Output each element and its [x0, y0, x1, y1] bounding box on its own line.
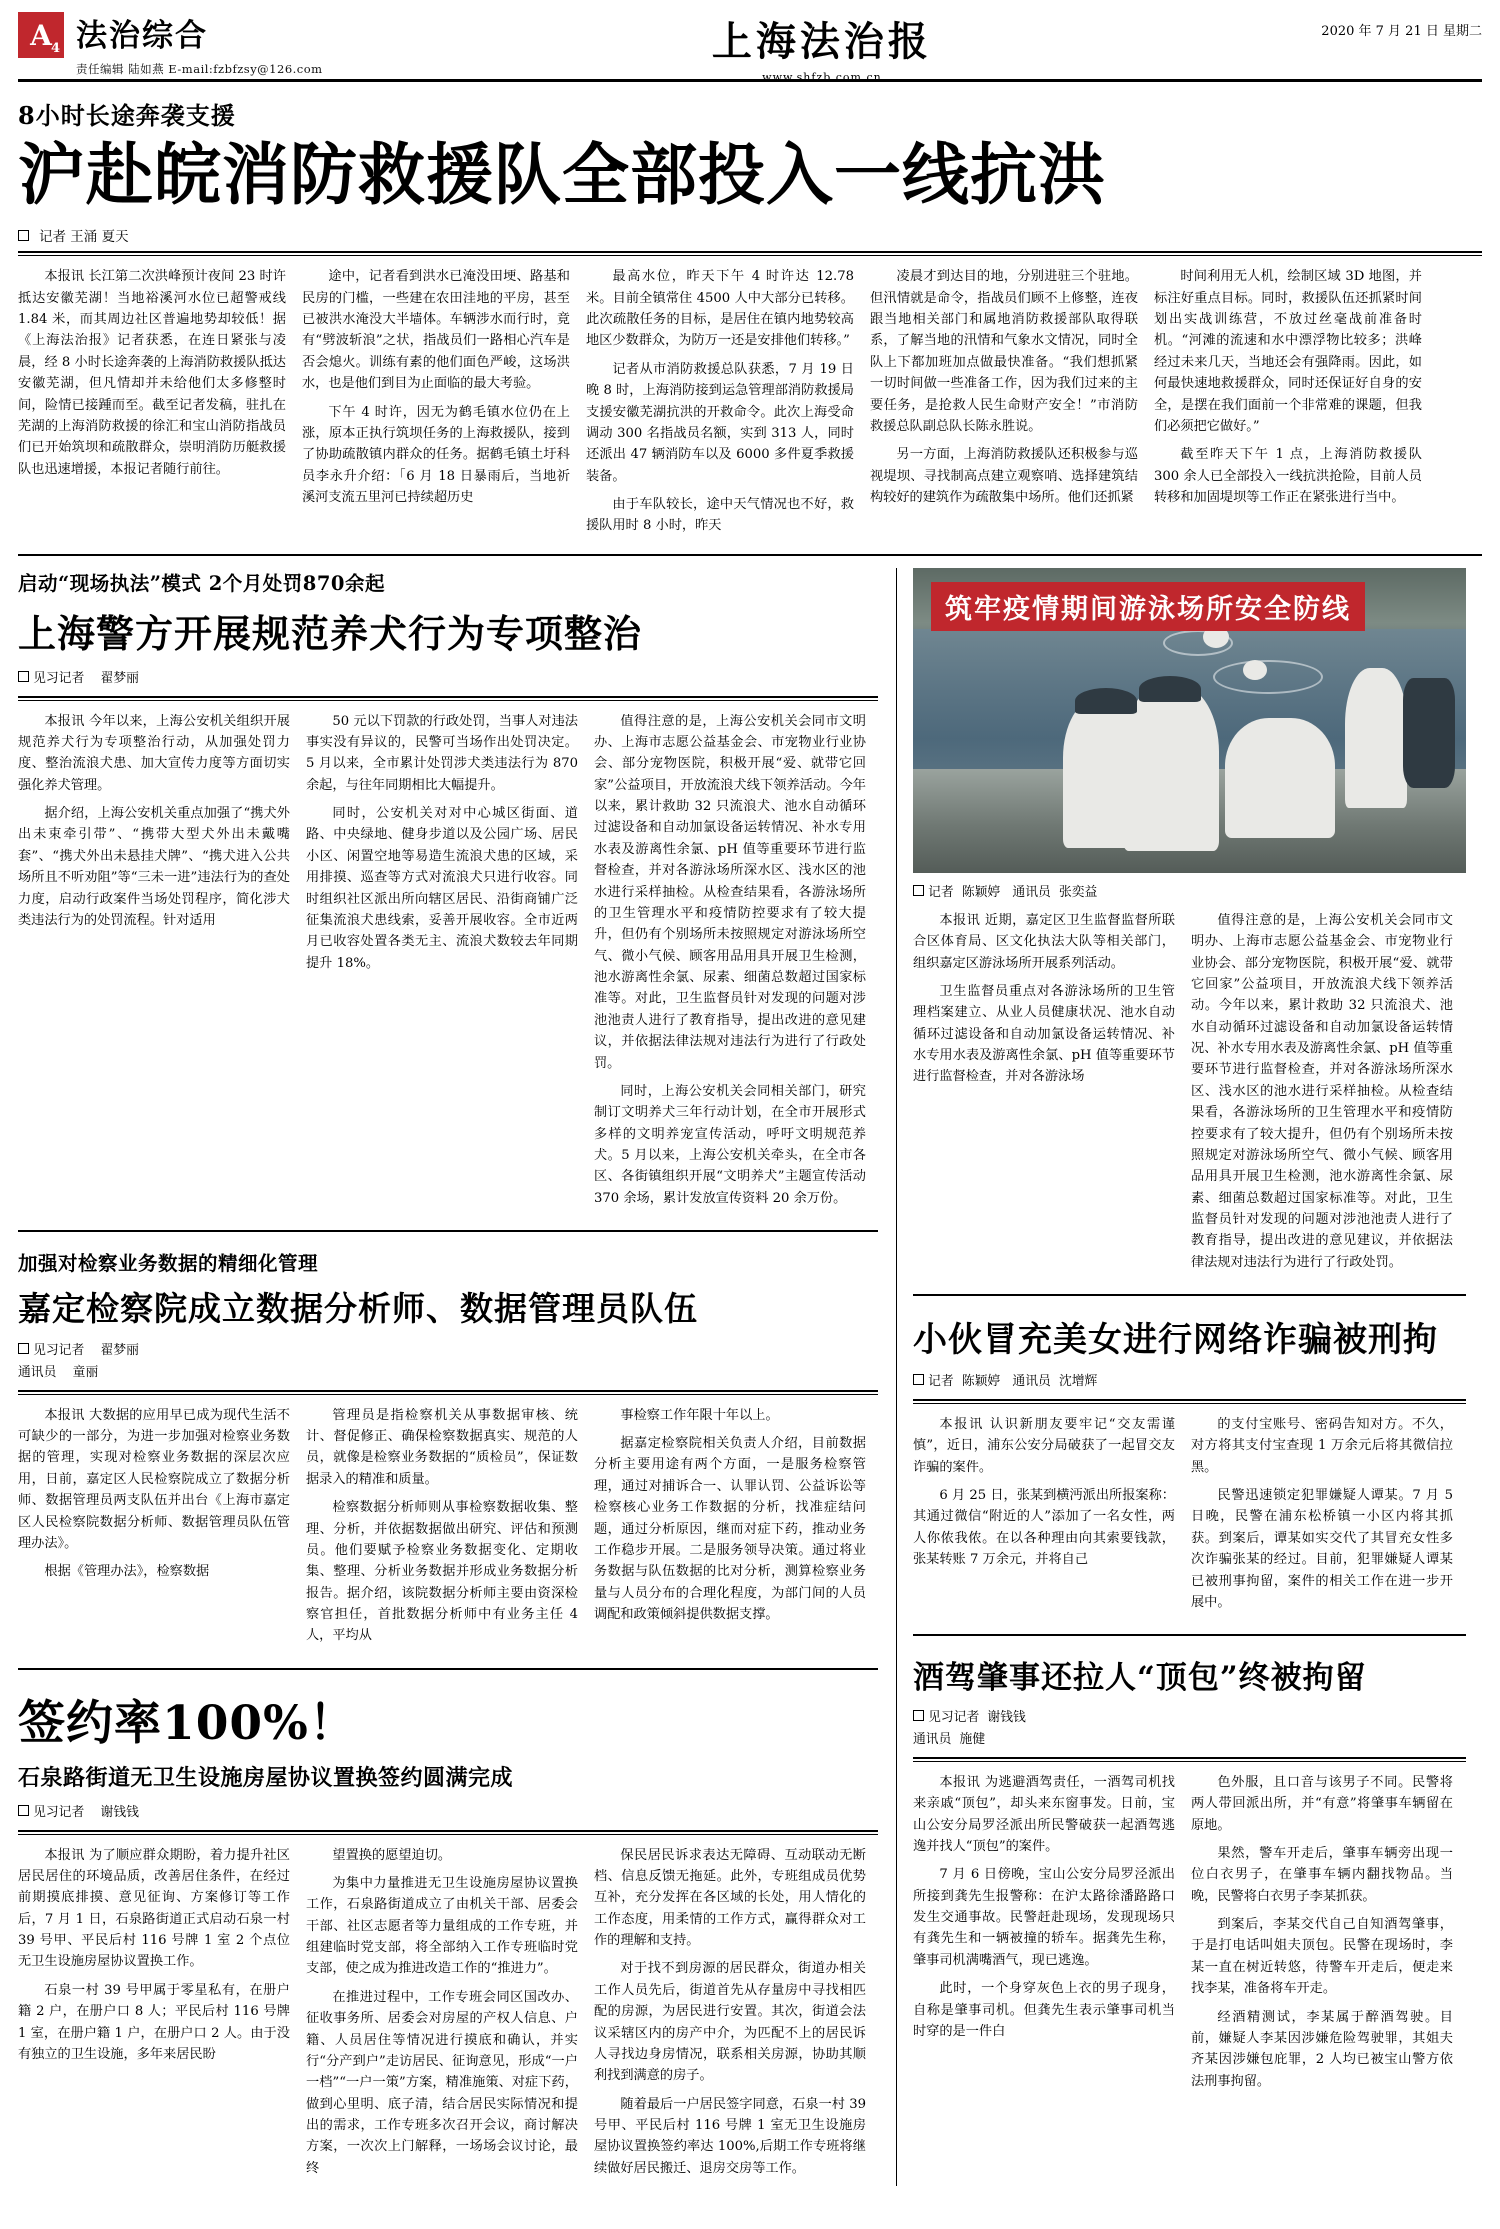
inspector-figure	[1123, 686, 1219, 851]
paragraph: 截至昨天下午 1 点，上海消防救援队 300 余人已全部投入一线抗洪抢险，目前人员转移和加固堤坝等工作正在紧张进行当中。	[1154, 447, 1422, 506]
dog-byline-name: 翟梦丽	[100, 670, 139, 686]
paragraph: 检察数据分析师则从事检察数据收集、整理、分析，并依据数据做出研究、评估和预测员。他们要赋予检察业务数据变化、定期收集、整理、分析业务数据并形成业务数据分析报告。据介绍，该院数据分析师主要由资深检察官担任，首批数据分析师中有业务主任 4 人，平均从	[306, 1500, 578, 1644]
jiading-columns	[18, 1405, 878, 1654]
paragraph: 本报讯 为逃避酒驾责任，一酒驾司机找来亲戚“顶包”，却头来东窗事发。日前，宝山公安分局罗泾派出所民警破获一起酒驾逃逸并找人“顶包”的案件。	[913, 1774, 1175, 1854]
jiading-col-2	[306, 1405, 578, 1654]
paragraph: 本报讯 为了顺应群众期盼，着力提升社区居民居住的环境品质，改善居住条件，在经过前期摸底排摸、意见征询、方案修订等工作后，7 月 1 日，石泉路街道正式启动石泉一村 39 号甲、平民后村 116 号牌 1 室 2 个点位无卫生设施房屋协议置换工作。	[18, 1847, 290, 1970]
photo-credit-role: 记者	[928, 884, 954, 900]
dui-col-1	[913, 1772, 1175, 2099]
story-jiading-data	[18, 1248, 878, 1654]
equipment-box	[1403, 678, 1455, 788]
dui-credit-name2: 施健	[959, 1732, 986, 1748]
jiading-byline	[18, 1340, 878, 1384]
paragraph: 根据《管理办法》，检察数据	[44, 1564, 210, 1580]
newspaper-url[interactable]: www.shfzb.com.cn	[762, 71, 882, 84]
paragraph: 途中，记者看到洪水已淹没田埂、路基和民房的门槛，一些建在农田洼地的平房，甚至已被洪水淹没大半墙体。车辆涉水而行时，竟有“劈波斩浪”之状，指战员们一路相心汽车是否会熄火。训练有素的他们面色严峻，这场洪水，也是他们到目为止面临的最大考验。	[302, 269, 570, 392]
paragraph: 到案后，李某交代自己自知酒驾肇事，于是打电话叫姐夫顶包。民警在现场时，李某一直在树近转悠，待警车开走后，便走来找李某，准备将车开走。	[1191, 1917, 1453, 1997]
paragraph: 时间利用无人机，绘制区域 3D 地图，并标注好重点目标。同时，救援队伍还抓紧时间划出实战训练营，不放过丝毫战前准备时机。“河滩的流速和水中漂浮物比较多；洪峰经过未来几天，当地还会有强降雨。因此，如何最快速地救援群众，同时还保证好自身的安全，是摆在我们面前一个非常难的课题，但我们必须把它做好。”	[1154, 269, 1422, 434]
paragraph: 在推进过程中，工作专班会同区国改办、征收事务所、居委会对房屋的产权人信息、户籍、人员居住等情况进行摸底和确认，并实行“分产到户”走访居民、征询意见，形成“一户一档”“一户一策”方案，精准施策、对症下药，做到心里明、底子清，结合居民实际情况和提出的需求，工作专班多次召开会议，商讨解决方案，一次次上门解释，一场场会议讨论，最终	[306, 1989, 578, 2176]
signing-byline-name: 谢钱钱	[100, 1804, 139, 1820]
square-bullet-icon	[913, 885, 924, 896]
square-bullet-icon	[913, 1374, 924, 1385]
photo-credit	[913, 881, 1466, 900]
paragraph: 本报讯 认识新朋友要牢记“交友需谨慎”，近日，浦东公安分局破获了一起冒交友诈骗的案件。	[913, 1416, 1175, 1475]
fraud-col-2	[1191, 1414, 1453, 1620]
paragraph: 50 元以下罚款的行政处罚，当事人对违法事实没有异议的，民警可当场作出处罚决定。5 月以来，全市累计处罚涉犬类违法行为 870 余起，与往年同期相比大幅提升。	[306, 713, 578, 793]
jiading-byline-name: 翟梦丽	[100, 1343, 139, 1359]
dog-kicker: 启动“现场执法”模式 2个月处罚870余起	[18, 571, 385, 595]
dog-byline	[18, 668, 878, 690]
lead-byline-text: 记者 王涌 夏天	[39, 229, 129, 246]
lead-col-4	[870, 266, 1138, 544]
paragraph: 本报讯 今年以来，上海公安机关组织开展规范养犬行为专项整治行动，从加强处罚力度、整治流浪犬患、加大宣传力度等方面切实强化养犬管理。	[18, 713, 290, 793]
story-signing-rate	[18, 1686, 878, 2186]
paragraph: 事检察工作年限十年以上。	[620, 1407, 779, 1423]
paragraph: 由于车队较长，途中天气情况也不好，救援队用时 8 小时，昨天	[586, 497, 854, 534]
paragraph: 此时，一个身穿灰色上衣的男子现身，自称是肇事司机。但龚先生表示肇事司机当时穿的是一件白	[913, 1981, 1175, 2039]
signing-col-3	[594, 1845, 866, 2187]
paragraph: 为集中力量推进无卫生设施房屋协议置换工作，石泉路街道成立了由机关干部、居委会干部、社区志愿者等力量组成的工作专班，并组建临时党支部，将全部纳入工作专班临时党支部，使之成为推进改造工作的“推进力”。	[306, 1875, 578, 1977]
paragraph: 同时，上海公安机关会同相关部门，研究制订文明养犬三年行动计划，在全市开展形式多样的文明养宠宣传活动，呼吁文明规范养犬。5 月以来，上海公安机关牵头，在全市各区、各街镇组织开展“文明养犬”主题宣传活动 370 余场，累计发放宣传资料 20 余万份。	[594, 1083, 866, 1206]
bending-figure	[1225, 718, 1335, 838]
paragraph: 保民居民诉求表达无障碍、互动联动无断档、信息反馈无拖延。此外，专班组成员优势互补，充分发挥在各区域的长处，用人情化的工作态度，用柔情的工作方式，赢得群众对工作的理解和支持。	[594, 1847, 866, 1949]
dui-credit-name: 谢钱钱	[987, 1710, 1026, 1726]
lead-byline	[18, 225, 1482, 245]
paragraph: 望置换的愿望迫切。	[332, 1847, 452, 1863]
photo-overlay-title: 筑牢疫情期间游泳场所安全防线	[931, 582, 1365, 631]
water-ripple	[1213, 660, 1323, 694]
lead-columns	[18, 266, 1482, 544]
signing-col-2	[306, 1845, 578, 2187]
lead-kicker: 8小时长途奔袭支援	[18, 101, 236, 130]
paragraph: 值得注意的是，上海公安机关会同市文明办、上海市志愿公益基金会、市宠物业行业协会、部分宠物医院，积极开展“爱、就带它回家”公益项目，开放流浪犬线下领养活动。今年以来，累计救助 32 只流浪犬、池水自动循环过滤设备和自动加氯设备运转情况、补水专用水表及游离性余氯、pH 值等重要环节进行监督检查，并对各游泳场所深水区、浅水区的池水进行采样抽检。从检查结果看，各游泳场所的卫生管理水平和疫情防控要求有了较大提升，但仍有个别场所未按照规定对游泳场所空气、微小气候、顾客用品用具开展卫生检测，池水游离性余氯、尿素、细菌总数超过国家标准等。对此，卫生监督员针对发现的问题对涉池池责人进行了教育指导，提出改进的意见建议，并依据法律法规对违法行为进行了行政处罚。	[1191, 912, 1453, 1270]
paragraph: 经酒精测试，李某属于醉酒驾驶。目前，嫌疑人李某因涉嫌危险驾驶罪，其姐夫齐某因涉嫌包庇罪，2 人均已被宝山警方依法刑事拘留。	[1191, 2009, 1453, 2089]
jiading-byline-role2: 通讯员	[18, 1364, 57, 1380]
story-dog-regulation	[18, 568, 878, 1216]
photo-credit-role2: 通讯员	[1012, 884, 1051, 900]
photo-story-columns	[913, 910, 1466, 1280]
jiading-headline: 嘉定检察院成立数据分析师、数据管理员队伍	[18, 1289, 698, 1329]
paragraph: 据介绍，上海公安机关重点加强了“携犬外出未束牵引带”、“携带大型犬外出未戴嘴套”、“携犬外出未悬挂犬牌”、“携犬进入公共场所且不听劝阻”等“三未一进”违法行为的查处力度，启动行政案件当场处罚程序，简化涉犬类违法行为的处罚流程。针对适用	[18, 806, 290, 928]
issue-date: 2020 年 7 月 21 日 星期二	[1321, 24, 1482, 39]
fraud-headline: 小伙冒充美女进行网络诈骗被刑拘	[913, 1320, 1438, 1361]
fraud-col-1	[913, 1414, 1175, 1620]
section-title: 法治综合	[76, 18, 208, 54]
paragraph: 凌晨才到达目的地，分别进驻三个驻地。但汛情就是命令，指战员们顾不上修整，连夜跟当地相关部门和属地消防救援部队取得联系，了解当地的汛情和气象水文情况，同时全队上下都加班加点做最快准备。“我们想抓紧一切时间做一些准备工作，因为我们过来的主要任务，是抢救人民生命财产安全！”市消防救援总队副总队长陈永胜说。	[870, 269, 1138, 434]
dui-credit-role: 见习记者	[928, 1710, 980, 1726]
photo-credit-name: 陈颖婷	[961, 884, 1001, 900]
dui-columns	[913, 1772, 1466, 2099]
lead-col-1	[18, 266, 286, 544]
paragraph: 色外服，且口音与该男子不同。民警将两人带回派出所，并“有意”将肇事车辆留在原地。	[1191, 1774, 1453, 1833]
paragraph: 果然，警车开走后，肇事车辆旁出现一位白衣男子，在肇事车辆内翻找物品。当晚，民警将白衣男子李某抓获。	[1191, 1845, 1453, 1904]
paragraph: 7 月 6 日傍晚，宝山公安分局罗泾派出所接到龚先生报警称：在沪太路徐潘路路口发生交通事故。民警赶赴现场，发现现场只有龚先生和一辆被撞的轿车。据龚先生称，肇事司机满嘴酒气，现已逃逸。	[913, 1867, 1175, 1968]
paragraph: 同时，公安机关对对中心城区街面、道路、中央绿地、健身步道以及公园广场、居民小区、闲置空地等易造生流浪犬患的区域，采用排摸、巡查等方式对流浪犬只进行收容。同时组织社区派出所向辖区居民、沿街商铺广泛征集流浪犬患线索，妥善开展收容。全市近两月已收容处置各类无主、流浪犬数较去年同期提升 18%。	[306, 806, 578, 971]
pool-photo-block	[913, 568, 1466, 1280]
paragraph: 本报讯 近期，嘉定区卫生监督监督所联合区体育局、区文化执法大队等相关部门，组织嘉定区游泳场所开展系列活动。	[913, 912, 1175, 971]
paragraph: 卫生监督员重点对各游泳场所的卫生管理档案建立、从业人员健康状况、池水自动循环过滤设备和自动加氯设备运转情况、补水专用水表及游离性余氯、pH 值等重要环节进行监督检查，并对各游泳场	[913, 983, 1175, 1085]
masthead	[18, 10, 1482, 82]
fraud-credit-name2: 沈增辉	[1058, 1374, 1098, 1390]
page-letter: A	[30, 18, 52, 52]
paragraph: 6 月 25 日，张某到横沔派出所报案称：其通过微信“附近的人”添加了一名女性，两人你侬我侬。在以各种理由向其索要钱款，张某转账 7 万余元，并将自己	[913, 1488, 1175, 1568]
fraud-columns	[913, 1414, 1466, 1620]
lead-col-2	[302, 266, 570, 544]
paragraph: 记者从市消防救援总队获悉，7 月 19 日晚 8 时，上海消防接到运急管理部消防救援局支援安徽芜湖抗洪的开救命令。此次上海受命调动 300 名指战员名额，实到 313 人，同时还派出 47 辆消防车以及 6000 多件夏季救援装备。	[586, 361, 854, 484]
paragraph: 另一方面，上海消防救援队还积极参与巡视堤坝、寻找制高点建立观察哨、选择建筑结构较好的建筑作为疏散集中场所。他们还抓紧	[870, 447, 1138, 506]
dog-col-2	[306, 711, 578, 1217]
photo-credit-name2: 张奕益	[1058, 884, 1098, 900]
dog-col-3	[594, 711, 866, 1217]
fraud-credit-name: 陈颖婷	[961, 1374, 1001, 1390]
signing-subhead: 石泉路街道无卫生设施房屋协议置换签约圆满完成	[18, 1764, 514, 1791]
paragraph: 本报讯 大数据的应用早已成为现代生活不可缺少的一部分，为进一步加强对检察业务数据的管理，实现对检察业务数据的深层次应用，日前，嘉定区人民检察院成立了数据分析师、数据管理员两支队伍并出台《上海市嘉定区人民检察院数据分析师、数据管理员队伍管理办法》。	[18, 1407, 290, 1551]
paragraph: 据嘉定检察院相关负责人介绍，目前数据分析主要用途有两个方面，一是服务检察管理，通过对捕诉合一、认罪认罚、公益诉讼等检察核心业务工作数据的分析，找准症结问题，通过分析原因，继而对症下药，推动业务工作稳步开展。二是服务领导决策。通过将业务数据与队伍数据的比对分析，测算检察业务量与人员分布的合理化程度，为部门间的人员调配和政策倾斜提供数据支撑。	[594, 1436, 866, 1623]
paragraph: 下午 4 时许，因无为鹤毛镇水位仍在上涨，原本正执行筑坝任务的上海救援队，接到了协助疏散镇内群众的任务。据鹤毛镇土圩科员李永升介绍：「6 月 18 日暴雨后，当地祈溪河支流五里河已持续超历史	[302, 404, 570, 506]
newspaper-title: 上海法治报	[711, 18, 932, 65]
photo-story-col-1	[913, 910, 1175, 1280]
swimmer-figure	[1243, 660, 1267, 680]
lead-col-3	[586, 266, 854, 544]
dog-headline: 上海警方开展规范养犬行为专项整治	[18, 610, 643, 656]
paragraph: 对于找不到房源的居民群众，街道办相关工作人员先后，街道首先从存量房中寻找相匹配的房源，为居民进行安置。其次，街道会法议采辖区内的房产中介，为匹配不上的居民诉人寻找边身房情况，联系相关房源，协助其顺利找到满意的房子。	[594, 1961, 866, 2084]
lead-col-5	[1154, 266, 1422, 544]
square-bullet-icon	[18, 671, 29, 682]
cap-figure	[1139, 676, 1201, 702]
pool-photo	[913, 568, 1466, 873]
square-bullet-icon	[18, 1805, 29, 1816]
signing-byline	[18, 1802, 878, 1824]
paragraph: 值得注意的是，上海公安机关会同市文明办、上海市志愿公益基金会、市宠物业行业协会、部分宠物医院，积极开展“爱、就带它回家”公益项目，开放流浪犬线下领养活动。今年以来，累计救助 32 只流浪犬、池水自动循环过滤设备和自动加氯设备运转情况、补水专用水表及游离性余氯、pH 值等重要环节进行监督检查，并对各游泳场所深水区、浅水区的池水进行采样抽检。从检查结果看，各游泳场所的卫生管理水平和疫情防控要求有了较大提升，但仍有个别场所未按照规定对游泳场所空气、微小气候、顾客用品用具开展卫生检测，池水游离性余氯、尿素、细菌总数超过国家标准等。对此，卫生监督员针对发现的问题对涉池池责人进行了教育指导，提出改进的意见建议，并依据法律法规对违法行为进行了行政处罚。	[594, 713, 866, 1071]
signing-columns	[18, 1845, 878, 2187]
photo-story-col-2	[1191, 910, 1453, 1280]
dui-credit-role2: 通讯员	[913, 1732, 952, 1748]
paragraph: 本报讯 长江第二次洪峰预计夜间 23 时许抵达安徽芜湖！当地裕溪河水位已超警戒线 1.84 米，而其周边社区普遍地势却较低！据《上海法治报》记者获悉，在连日紧张与凌晨，经 8 小时长途奔袭的上海消防救援队抵达安徽芜湖，但凡情却并未给他们太多修整时间，险情已接踵而至。截至记者发稿，驻扎在芜湖的上海消防救援的徐汇和宝山消防指战员们已开始筑坝和疏散群众，崇明消防历艇救援队也迅速增援，本报记者随行前往。	[18, 269, 286, 477]
dui-col-2	[1191, 1772, 1453, 2099]
fraud-credit-role: 记者	[928, 1374, 954, 1390]
paragraph: 最高水位，昨天下午 4 时许达 12.78 米。目前全镇常住 4500 人中大部分已转移。此次疏散任务的目标，是居住在镇内地势较高地区少数群众，为防万一还是安排他们转移。”	[586, 269, 854, 349]
story-drunk-driving	[913, 1652, 1466, 2099]
paragraph: 石泉一村 39 号甲属于零星私有，在册户籍 2 户，在册户口 8 人；平民后村 116 号牌 1 室，在册户籍 1 户，在册户口 2 人。由于没有独立的卫生设施，多年来居民盼	[18, 1982, 290, 2062]
page-number-badge	[18, 12, 64, 58]
dog-columns	[18, 711, 878, 1217]
staff-figure	[1345, 668, 1407, 808]
signing-col-1	[18, 1845, 290, 2187]
jiading-col-3	[594, 1405, 866, 1654]
fraud-byline	[913, 1371, 1466, 1393]
story-online-fraud	[913, 1312, 1466, 1620]
lead-headline: 沪赴皖消防救援队全部投入一线抗洪	[18, 135, 1106, 214]
page-digit: 4	[50, 41, 60, 56]
paragraph: 的支付宝账号、密码告知对方。不久，对方将其支付宝查现 1 万余元后将其微信拉黑。	[1191, 1416, 1453, 1475]
editor-credit: 责任编辑 陆如燕 E-mail:fzbfzsy@126.com	[76, 62, 323, 76]
signing-headline: 签约率100%！	[18, 1695, 357, 1751]
fraud-credit-role2: 通讯员	[1012, 1374, 1051, 1390]
dui-headline: 酒驾肇事还拉人“顶包”终被拘留	[913, 1660, 1367, 1697]
signing-byline-role: 见习记者	[33, 1804, 85, 1820]
square-bullet-icon	[913, 1710, 924, 1721]
dog-byline-role: 见习记者	[33, 670, 85, 686]
square-bullet-icon	[18, 1343, 29, 1354]
paragraph: 管理员是指检察机关从事数据审核、统计、督促修正、确保检察数据真实、规范的人员，就像是检察业务数据的“质检员”，保证数据录入的精准和质量。	[306, 1407, 578, 1487]
jiading-kicker: 加强对检察业务数据的精细化管理	[18, 1252, 319, 1276]
cap-figure	[1075, 688, 1137, 714]
paragraph: 民警迅速锁定犯罪嫌疑人谭某。7 月 5 日晚，民警在浦东松桥镇一小区内将其抓获。到案后，谭某如实交代了其冒充女性多次诈骗张某的经过。目前，犯罪嫌疑人谭某已被刑事拘留，案件的相关工作在进一步开展中。	[1191, 1488, 1453, 1610]
jiading-col-1	[18, 1405, 290, 1654]
dog-col-1	[18, 711, 290, 1217]
square-bullet-icon	[18, 230, 29, 241]
jiading-byline-role: 见习记者	[33, 1343, 85, 1359]
lead-story	[18, 96, 1482, 544]
paragraph: 随着最后一户居民签字同意，石泉一村 39 号甲、平民后村 116 号牌 1 室无卫生设施房屋协议置换签约率达 100%,后期工作专班将继续做好居民搬迁、退房交房等工作。	[594, 2096, 866, 2176]
dui-byline	[913, 1707, 1466, 1751]
jiading-byline-name2: 童丽	[72, 1364, 99, 1380]
